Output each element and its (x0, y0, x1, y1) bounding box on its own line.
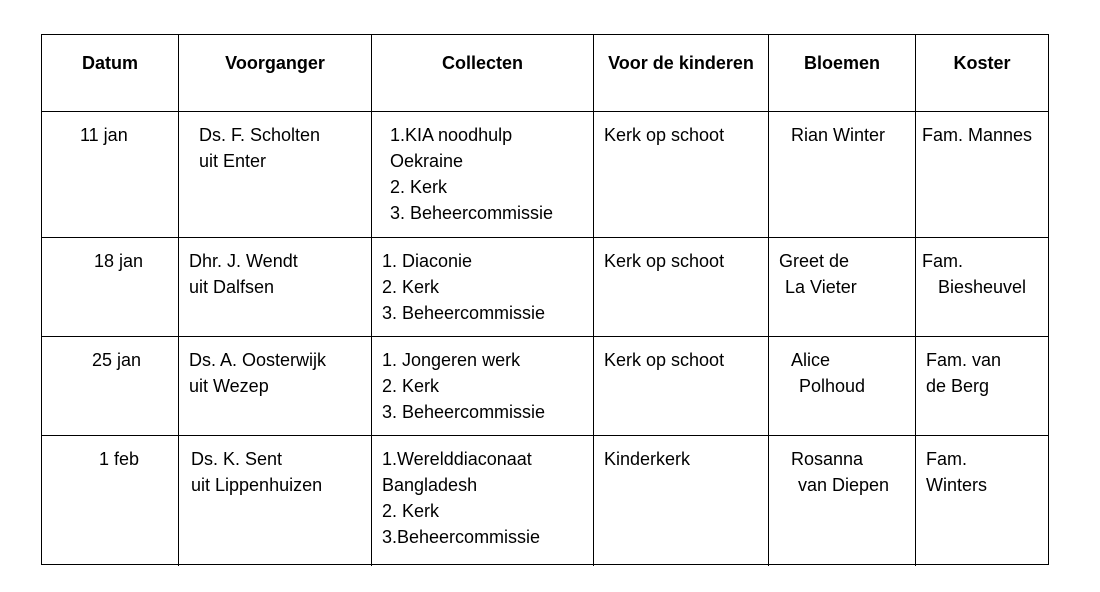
cell-voorganger (179, 112, 372, 237)
table-row (42, 436, 1048, 566)
cell-kinderen-line: Kinderkerk (604, 449, 691, 469)
cell-koster (916, 238, 1048, 336)
header-row (42, 35, 1048, 112)
header-voorganger: Voorganger (179, 35, 372, 111)
header-bloemen: Bloemen (769, 35, 916, 111)
cell-koster-line: Biesheuvel (938, 277, 1027, 297)
schedule-table (41, 34, 1049, 565)
cell-datum (42, 238, 179, 336)
cell-collecten-line: 3. Beheercommissie (382, 402, 546, 422)
cell-koster-line: Fam. van (926, 350, 1002, 370)
cell-datum (42, 112, 179, 237)
cell-collecten-line: 1. Jongeren werk (382, 350, 521, 370)
cell-datum-line: 18 jan (94, 251, 144, 271)
cell-collecten-line: 1.KIA noodhulp (390, 125, 513, 145)
cell-voorganger-line: Ds. A. Oosterwijk (189, 350, 327, 370)
cell-kinderen-line: Kerk op schoot (604, 125, 725, 145)
cell-bloemen-line: Alice (791, 350, 831, 370)
cell-voorganger-line: uit Dalfsen (189, 277, 275, 297)
cell-voorganger-line: Ds. K. Sent (191, 449, 283, 469)
cell-bloemen (769, 238, 916, 336)
cell-koster-line: Fam. Mannes (922, 125, 1033, 145)
cell-kinderen (594, 436, 769, 566)
cell-bloemen-line: Polhoud (799, 376, 866, 396)
cell-datum-line: 1 feb (99, 449, 140, 469)
cell-collecten-line: 3. Beheercommissie (382, 303, 546, 323)
cell-voorganger-line: uit Lippenhuizen (191, 475, 323, 495)
table-row (42, 238, 1048, 337)
cell-datum (42, 337, 179, 435)
cell-kinderen (594, 238, 769, 336)
cell-bloemen-line: Greet de (779, 251, 850, 271)
cell-collecten-line: 2. Kerk (382, 277, 440, 297)
cell-collecten-line: 1.Werelddiaconaat (382, 449, 532, 469)
cell-kinderen (594, 337, 769, 435)
cell-collecten-line: 3.Beheercommissie (382, 527, 541, 547)
cell-collecten-line: 1. Diaconie (382, 251, 473, 271)
cell-datum-line: 11 jan (80, 125, 128, 145)
cell-koster-line: Winters (926, 475, 988, 495)
cell-collecten-line: 3. Beheercommissie (390, 203, 554, 223)
cell-collecten (372, 112, 594, 237)
cell-datum (42, 436, 179, 566)
cell-bloemen-line: Rian Winter (791, 125, 886, 145)
cell-bloemen (769, 436, 916, 566)
cell-datum-line: 25 jan (92, 350, 142, 370)
cell-bloemen (769, 112, 916, 237)
cell-collecten (372, 436, 594, 566)
cell-bloemen-line: van Diepen (798, 475, 890, 495)
header-datum: Datum (42, 35, 179, 111)
cell-koster-line: Fam. (926, 449, 968, 469)
cell-collecten-line: 2. Kerk (382, 501, 440, 521)
header-kinderen: Voor de kinderen (594, 35, 769, 111)
header-koster: Koster (953, 53, 1011, 73)
cell-voorganger (179, 337, 372, 435)
cell-koster (916, 337, 1048, 435)
cell-koster-line: Fam. (922, 251, 964, 271)
cell-voorganger-line: uit Wezep (189, 376, 269, 396)
cell-voorganger-line: Ds. F. Scholten (199, 125, 321, 145)
cell-bloemen (769, 337, 916, 435)
cell-koster (916, 112, 1048, 237)
table-row (42, 337, 1048, 436)
cell-kinderen-line: Kerk op schoot (604, 350, 725, 370)
cell-kinderen-line: Kerk op schoot (604, 251, 725, 271)
table-row (42, 112, 1048, 238)
header-collecten: Collecten (372, 35, 594, 111)
cell-koster-line: de Berg (926, 376, 990, 396)
cell-voorganger (179, 238, 372, 336)
cell-koster (916, 436, 1048, 566)
cell-collecten-line: 2. Kerk (382, 376, 440, 396)
cell-voorganger (179, 436, 372, 566)
cell-collecten-line: Oekraine (390, 151, 464, 171)
cell-collecten-line: Bangladesh (382, 475, 478, 495)
cell-bloemen-line: Rosanna (791, 449, 864, 469)
cell-bloemen-line: La Vieter (785, 277, 857, 297)
cell-collecten-line: 2. Kerk (390, 177, 448, 197)
cell-collecten (372, 337, 594, 435)
cell-kinderen (594, 112, 769, 237)
cell-voorganger-line: uit Enter (199, 151, 267, 171)
cell-collecten (372, 238, 594, 336)
cell-voorganger-line: Dhr. J. Wendt (189, 251, 298, 271)
